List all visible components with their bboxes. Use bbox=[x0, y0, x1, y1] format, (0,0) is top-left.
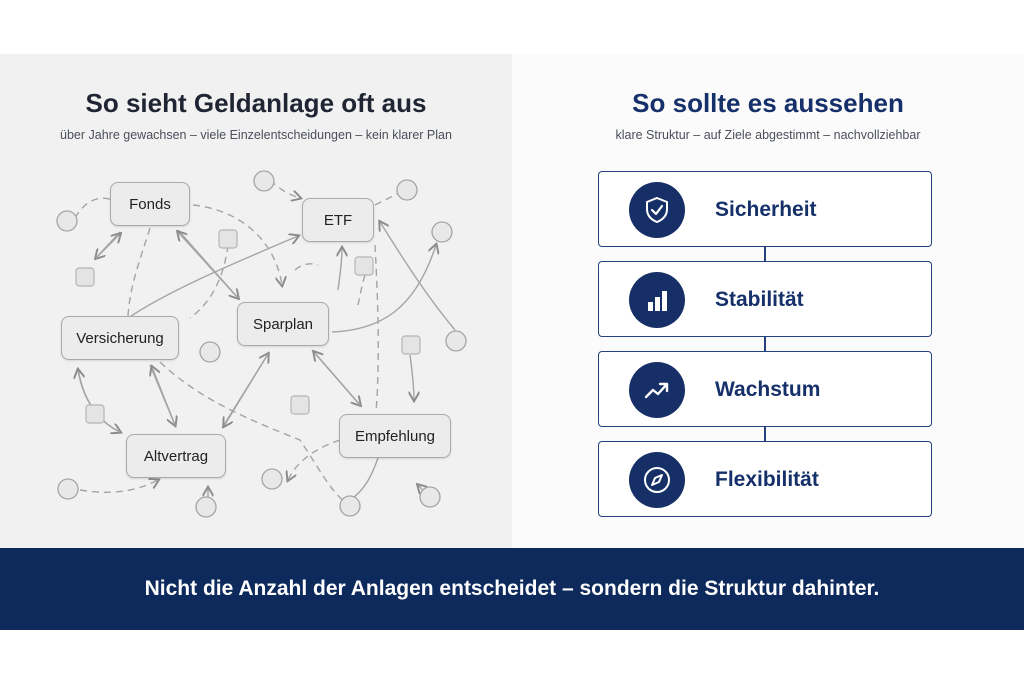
right-subtitle: klare Struktur – auf Ziele abgestimmt – nachvollziehbar bbox=[615, 128, 921, 142]
footer-banner bbox=[0, 548, 1024, 630]
node-altvertrag: Altvertrag bbox=[126, 434, 226, 478]
left-title: So sieht Geldanlage oft aus bbox=[85, 88, 427, 118]
node-sparplan: Sparplan bbox=[237, 302, 329, 346]
structure-label: Sicherheit bbox=[715, 198, 817, 221]
bar-chart-icon bbox=[629, 272, 685, 328]
structure-label: Stabilität bbox=[715, 288, 804, 311]
connector-line bbox=[764, 337, 766, 352]
left-subtitle: über Jahre gewachsen – viele Einzelentscheidungen – kein klarer Plan bbox=[60, 128, 452, 142]
node-fonds: Fonds bbox=[110, 182, 190, 226]
footer-text: Nicht die Anzahl der Anlagen entscheidet – sondern die Struktur dahinter. bbox=[144, 577, 880, 600]
connector-line bbox=[764, 427, 766, 442]
node-etf: ETF bbox=[302, 198, 374, 242]
trend-up-icon bbox=[629, 362, 685, 418]
shield-check-icon bbox=[629, 182, 685, 238]
structure-label: Flexibilität bbox=[715, 468, 819, 491]
right-title: So sollte es aussehen bbox=[632, 88, 904, 118]
structure-item-sicherheit bbox=[598, 171, 932, 247]
structure-item-wachstum bbox=[598, 351, 932, 427]
chaos-connections bbox=[0, 0, 512, 548]
connector-line bbox=[764, 247, 766, 262]
structure-item-flexibilitaet bbox=[598, 441, 932, 517]
structure-item-stabilitaet bbox=[598, 261, 932, 337]
node-empfehlung: Empfehlung bbox=[339, 414, 451, 458]
node-versicherung: Versicherung bbox=[61, 316, 179, 360]
structure-label: Wachstum bbox=[715, 378, 821, 401]
compass-icon bbox=[629, 452, 685, 508]
